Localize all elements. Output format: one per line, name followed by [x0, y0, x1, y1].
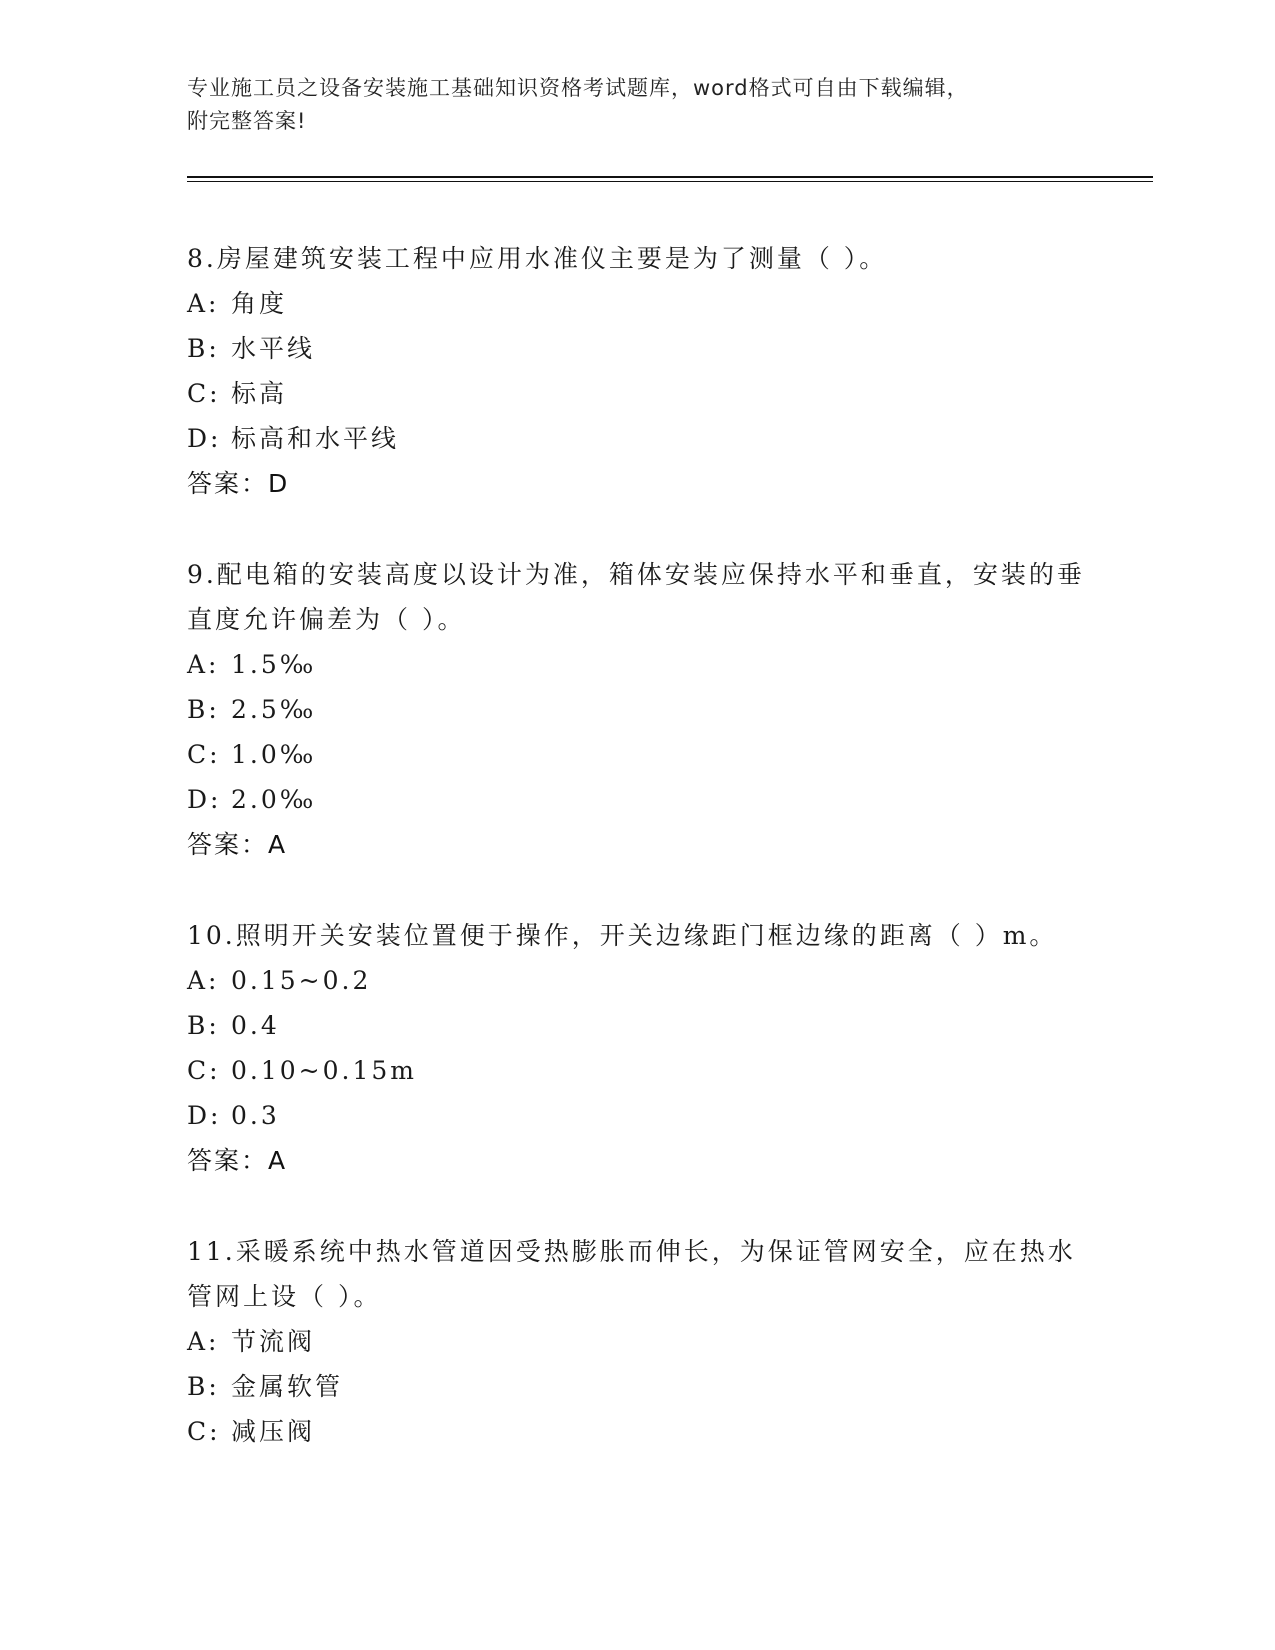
- option-text: 节流阀: [231, 1327, 316, 1356]
- question-11: [187, 1229, 1087, 1454]
- answer-line: 答案：A: [187, 1146, 288, 1175]
- question-stem: 8.房屋建筑安装工程中应用水准仪主要是为了测量（ ）。: [187, 244, 888, 273]
- option-key: D:: [187, 785, 222, 814]
- option-text: 1.0‰: [231, 740, 317, 769]
- option-c: [187, 1048, 1087, 1093]
- option-key: B:: [187, 1372, 220, 1401]
- option-key: C:: [187, 740, 221, 769]
- option-a: [187, 281, 1087, 326]
- question-stem: 9.配电箱的安装高度以设计为准，箱体安装应保持水平和垂直，安装的垂直度允许偏差为（ ）。: [187, 560, 1085, 634]
- option-c: [187, 371, 1087, 416]
- option-c: [187, 1409, 1087, 1454]
- option-key: A:: [187, 289, 220, 318]
- option-key: C:: [187, 1417, 221, 1446]
- option-text: 金属软管: [231, 1372, 344, 1401]
- option-a: [187, 642, 1087, 687]
- option-text: 减压阀: [231, 1417, 316, 1446]
- header-line-1: 专业施工员之设备安装施工基础知识资格考试题库，word格式可自由下载编辑，: [187, 76, 969, 100]
- question-8: [187, 236, 1087, 506]
- header-divider-thin: [187, 181, 1153, 182]
- option-key: A:: [187, 1327, 220, 1356]
- question-stem: 10.照明开关安装位置便于操作，开关边缘距门框边缘的距离（ ）m。: [187, 921, 1058, 950]
- option-text: 0.15~0.2: [231, 966, 372, 995]
- option-key: D:: [187, 1101, 222, 1130]
- option-text: 2.0‰: [231, 785, 317, 814]
- option-text: 水平线: [231, 334, 316, 363]
- option-key: A:: [187, 650, 220, 679]
- document-header: [187, 72, 1087, 138]
- option-b: [187, 1003, 1087, 1048]
- option-text: 0.3: [231, 1101, 280, 1130]
- option-text: 标高和水平线: [231, 424, 400, 453]
- option-key: B:: [187, 1011, 220, 1040]
- option-b: [187, 1364, 1087, 1409]
- option-b: [187, 326, 1087, 371]
- option-key: D:: [187, 424, 222, 453]
- question-stem: 11.采暖系统中热水管道因受热膨胀而伸长，为保证管网安全，应在热水管网上设（ ）。: [187, 1237, 1076, 1311]
- option-d: [187, 1093, 1087, 1138]
- option-text: 1.5‰: [231, 650, 317, 679]
- question-list: [187, 236, 1087, 1500]
- option-a: [187, 958, 1087, 1003]
- option-c: [187, 732, 1087, 777]
- option-text: 2.5‰: [231, 695, 317, 724]
- question-10: [187, 913, 1087, 1183]
- option-key: C:: [187, 1056, 221, 1085]
- option-d: [187, 777, 1087, 822]
- answer-line: 答案：A: [187, 830, 288, 859]
- option-key: B:: [187, 695, 220, 724]
- answer-line: 答案：D: [187, 469, 290, 498]
- option-key: A:: [187, 966, 220, 995]
- option-text: 标高: [231, 379, 288, 408]
- header-divider-thick: [187, 176, 1153, 178]
- option-d: [187, 416, 1087, 461]
- option-key: C:: [187, 379, 221, 408]
- option-text: 角度: [231, 289, 288, 318]
- option-a: [187, 1319, 1087, 1364]
- header-line-2: 附完整答案!: [187, 109, 307, 133]
- option-text: 0.10~0.15m: [231, 1056, 417, 1085]
- option-text: 0.4: [231, 1011, 280, 1040]
- option-key: B:: [187, 334, 220, 363]
- option-b: [187, 687, 1087, 732]
- question-9: [187, 552, 1087, 867]
